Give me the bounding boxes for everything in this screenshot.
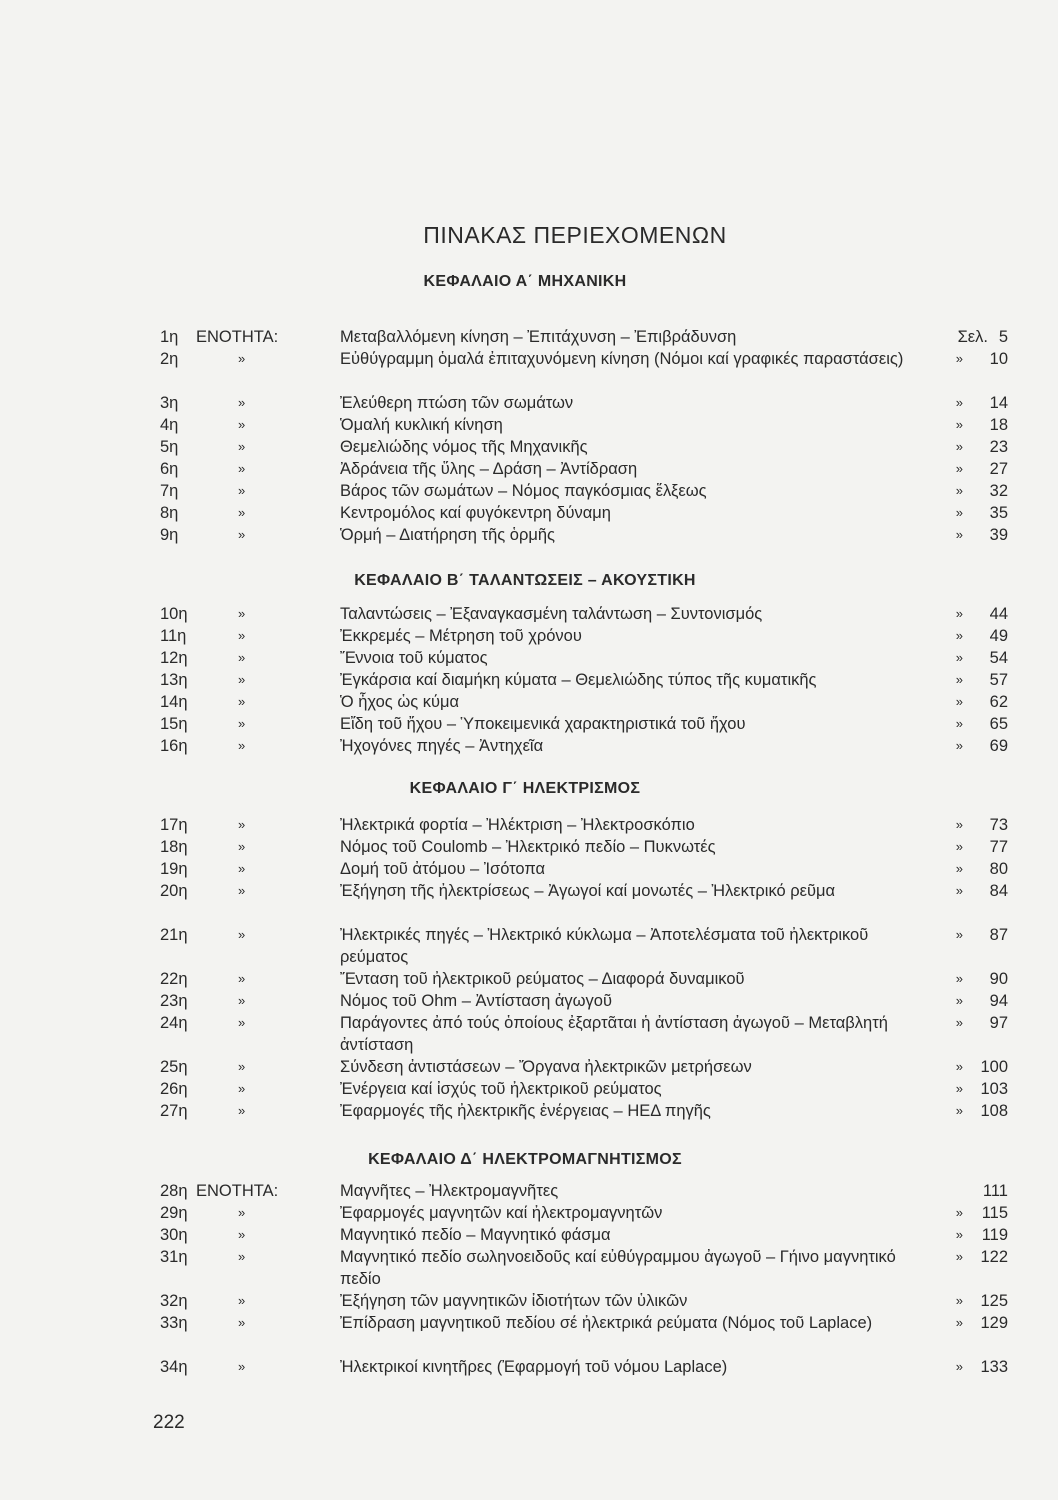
page-ditto-mark: »	[955, 1227, 963, 1242]
chapter-entries	[0, 326, 1058, 546]
page-ditto-mark: »	[955, 883, 963, 898]
page-ditto-mark: »	[955, 461, 963, 476]
entry-title: Παράγοντες ἀπό τούς ὁποίους ἐξαρτᾶται ἡ ἀντίσταση ἀγωγοῦ – Μεταβλητή ἀντίσταση	[340, 1014, 888, 1054]
toc-entry	[0, 1246, 1058, 1290]
ditto-mark: »	[238, 1015, 246, 1030]
unit-number: 30η	[160, 1226, 188, 1244]
entry-page-number: 65	[989, 715, 1008, 733]
ditto-mark: »	[238, 672, 246, 687]
page-ditto-mark: »	[955, 716, 963, 731]
toc-entry	[0, 691, 1058, 713]
page-ditto-mark: »	[955, 1059, 963, 1074]
ditto-mark: »	[238, 1227, 246, 1242]
ditto-mark: »	[238, 483, 246, 498]
unit-number: 20η	[160, 882, 188, 900]
page-ditto-mark: »	[955, 694, 963, 709]
entry-page-number: 129	[980, 1314, 1008, 1332]
page-ditto-mark: »	[955, 1315, 963, 1330]
toc-entry	[0, 348, 1058, 392]
unit-number: 6η	[160, 460, 179, 478]
entry-title: Ὁρμή – Διατήρηση τῆς ὁρμῆς	[340, 526, 555, 544]
entry-title: Ὁμαλή κυκλική κίνηση	[340, 416, 503, 434]
ditto-mark: »	[238, 861, 246, 876]
toc-entry	[0, 669, 1058, 691]
page-label: Σελ.	[957, 328, 988, 346]
unit-number: 11η	[160, 627, 187, 645]
unit-number: 13η	[160, 671, 188, 689]
page-ditto-mark: »	[955, 650, 963, 665]
page-ditto-mark: »	[955, 395, 963, 410]
entry-page-number: 39	[989, 526, 1008, 544]
toc-entry	[0, 458, 1058, 480]
chapter-heading: ΚΕΦΑΛΑΙΟ Δ΄ ΗΛΕΚΤΡΟΜΑΓΝΗΤΙΣΜΟΣ	[368, 1151, 682, 1168]
page-ditto-mark: »	[955, 483, 963, 498]
toc-entry	[0, 603, 1058, 625]
entry-page-number: 119	[981, 1226, 1008, 1244]
unit-number: 27η	[160, 1102, 188, 1120]
chapter-entries	[0, 1180, 1058, 1378]
toc-entry	[0, 1224, 1058, 1246]
entry-page-number: 108	[980, 1102, 1008, 1120]
entry-title: Ἠλεκτρικά φορτία – Ἠλέκτριση – Ἠλεκτροσκόπιο	[340, 816, 695, 834]
entry-page-number: 54	[989, 649, 1008, 667]
ditto-mark: »	[238, 1315, 246, 1330]
toc-entry	[0, 647, 1058, 669]
chapter-entries	[0, 814, 1058, 1122]
ditto-mark: »	[238, 417, 246, 432]
entry-page-number: 69	[989, 737, 1008, 755]
unit-label: ΕΝΟΤΗΤΑ:	[196, 1182, 279, 1200]
unit-number: 19η	[160, 860, 188, 878]
entry-title: Βάρος τῶν σωμάτων – Νόμος παγκόσμιας ἕλξεως	[340, 482, 707, 500]
toc-entry	[0, 1078, 1058, 1100]
toc-entry	[0, 1290, 1058, 1312]
unit-number: 5η	[160, 438, 179, 456]
page-ditto-mark: »	[955, 351, 963, 366]
unit-number: 9η	[160, 526, 179, 544]
page-ditto-mark: »	[955, 1249, 963, 1264]
entry-title: Ἐξήγηση τῆς ἠλεκτρίσεως – Ἀγωγοί καί μονωτές – Ἠλεκτρικό ρεῦμα	[340, 882, 836, 900]
toc-entry	[0, 625, 1058, 647]
toc-entry	[0, 436, 1058, 458]
entry-title: Ἠλεκτρικοί κινητῆρες (Ἐφαρμογή τοῦ νόμου Laplace)	[340, 1358, 728, 1376]
entry-title: Ἐγκάρσια καί διαμήκη κύματα – Θεμελιώδης τύπος τῆς κυματικῆς	[340, 671, 817, 689]
toc-entry	[0, 1356, 1058, 1378]
toc-entry	[0, 1100, 1058, 1122]
toc-entry	[0, 814, 1058, 836]
toc-entry	[0, 1180, 1058, 1202]
page-ditto-mark: »	[955, 993, 963, 1008]
unit-number: 17η	[160, 816, 188, 834]
entry-page-number: 94	[989, 992, 1008, 1010]
unit-number: 33η	[160, 1314, 188, 1332]
entry-title: Ἐπίδραση μαγνητικοῦ πεδίου σέ ἠλεκτρικά ρεύματα (Νόμος τοῦ Laplace)	[340, 1314, 873, 1332]
ditto-mark: »	[238, 1359, 246, 1374]
entry-title: Μαγνητικό πεδίο σωληνοειδοῦς καί εὐθύγραμμου ἀγωγοῦ – Γήινο μαγνητικό πεδίο	[340, 1248, 896, 1288]
ditto-mark: »	[238, 993, 246, 1008]
unit-number: 25η	[160, 1058, 188, 1076]
ditto-mark: »	[238, 971, 246, 986]
ditto-mark: »	[238, 439, 246, 454]
entry-title: Εἴδη τοῦ ἤχου – Ὑποκειμενικά χαρακτηριστικά τοῦ ἤχου	[340, 715, 746, 733]
entry-title: Ἐφαρμογές τῆς ἠλεκτρικῆς ἐνέργειας – ΗΕΔ πηγῆς	[340, 1102, 711, 1120]
unit-number: 23η	[160, 992, 188, 1010]
entry-page-number: 57	[989, 671, 1008, 689]
ditto-mark: »	[238, 628, 246, 643]
toc-entry	[0, 735, 1058, 757]
page-title: ΠΙΝΑΚΑΣ ΠΕΡΙΕΧΟΜΕΝΩΝ	[423, 222, 727, 248]
unit-number: 16η	[160, 737, 188, 755]
unit-number: 22η	[160, 970, 188, 988]
unit-number: 2η	[160, 350, 179, 368]
entry-title: Νόμος τοῦ Coulomb – Ἠλεκτρικό πεδίο – Πυκνωτές	[340, 838, 716, 856]
ditto-mark: »	[238, 461, 246, 476]
toc-entry	[0, 1312, 1058, 1356]
entry-title: Ἔννοια τοῦ κύματος	[340, 649, 488, 667]
page-ditto-mark: »	[955, 1205, 963, 1220]
unit-number: 7η	[160, 482, 179, 500]
page-ditto-mark: »	[955, 628, 963, 643]
ditto-mark: »	[238, 738, 246, 753]
entry-title: Ἐνέργεια καί ἰσχύς τοῦ ἠλεκτρικοῦ ρεύματος	[340, 1080, 662, 1098]
entry-page-number: 122	[980, 1248, 1008, 1266]
unit-number: 14η	[160, 693, 188, 711]
entry-page-number: 133	[980, 1358, 1008, 1376]
ditto-mark: »	[238, 606, 246, 621]
toc-entry	[0, 524, 1058, 546]
entry-page-number: 44	[989, 605, 1008, 623]
unit-number: 18η	[160, 838, 188, 856]
entry-page-number: 32	[989, 482, 1008, 500]
page-ditto-mark: »	[955, 417, 963, 432]
page-ditto-mark: »	[955, 1359, 963, 1374]
chapter-heading: ΚΕΦΑΛΑΙΟ Α΄ ΜΗΧΑΝΙΚΗ	[423, 273, 627, 290]
toc-entry	[0, 924, 1058, 968]
ditto-mark: »	[238, 1293, 246, 1308]
entry-page-number: 23	[989, 438, 1008, 456]
unit-number: 31η	[160, 1248, 188, 1266]
toc-entry	[0, 880, 1058, 924]
ditto-mark: »	[238, 505, 246, 520]
toc-entry	[0, 836, 1058, 858]
entry-page-number: 73	[989, 816, 1008, 834]
entry-page-number: 35	[989, 504, 1008, 522]
entry-title: Μεταβαλλόμενη κίνηση – Ἐπιτάχυνση – Ἐπιβράδυνση	[340, 328, 737, 346]
entry-page-number: 115	[981, 1204, 1008, 1222]
toc-entry	[0, 990, 1058, 1012]
entry-page-number: 18	[989, 416, 1008, 434]
chapter-entries	[0, 603, 1058, 757]
unit-label: ΕΝΟΤΗΤΑ:	[196, 328, 279, 346]
chapter-heading: ΚΕΦΑΛΑΙΟ Β΄ ΤΑΛΑΝΤΩΣΕΙΣ – ΑΚΟΥΣΤΙΚΗ	[354, 572, 696, 589]
unit-number: 29η	[160, 1204, 188, 1222]
ditto-mark: »	[238, 650, 246, 665]
entry-page-number: 14	[989, 394, 1008, 412]
unit-number: 24η	[160, 1014, 188, 1032]
entry-title: Ἐξήγηση τῶν μαγνητικῶν ἰδιοτήτων τῶν ὑλικῶν	[340, 1292, 688, 1310]
entry-title: Εὐθύγραμμη ὁμαλά ἐπιταχυνόμενη κίνηση (Νόμοι καί γραφικές παραστάσεις)	[340, 350, 904, 368]
entry-page-number: 27	[989, 460, 1008, 478]
entry-page-number: 49	[989, 627, 1008, 645]
entry-title: Κεντρομόλος καί φυγόκεντρη δύναμη	[340, 504, 611, 522]
toc-entry	[0, 1202, 1058, 1224]
ditto-mark: »	[238, 927, 246, 942]
unit-number: 3η	[160, 394, 179, 412]
entry-page-number: 10	[989, 350, 1008, 368]
page-ditto-mark: »	[955, 971, 963, 986]
page-number: 222	[153, 1412, 185, 1433]
entry-title: Ἔνταση τοῦ ἠλεκτρικοῦ ρεύματος – Διαφορά δυναμικοῦ	[340, 970, 745, 988]
page-ditto-mark: »	[955, 1103, 963, 1118]
entry-page-number: 125	[980, 1292, 1008, 1310]
ditto-mark: »	[238, 1059, 246, 1074]
ditto-mark: »	[238, 1205, 246, 1220]
toc-entry	[0, 713, 1058, 735]
ditto-mark: »	[238, 694, 246, 709]
page-ditto-mark: »	[955, 927, 963, 942]
entry-title: Μαγνῆτες – Ἠλεκτρομαγνῆτες	[340, 1182, 559, 1200]
page-ditto-mark: »	[955, 527, 963, 542]
page-ditto-mark: »	[955, 672, 963, 687]
ditto-mark: »	[238, 527, 246, 542]
toc-entry	[0, 1056, 1058, 1078]
ditto-mark: »	[238, 1081, 246, 1096]
entry-page-number: 84	[989, 882, 1008, 900]
entry-page-number: 103	[980, 1080, 1008, 1098]
toc-entry	[0, 414, 1058, 436]
ditto-mark: »	[238, 395, 246, 410]
unit-number: 4η	[160, 416, 179, 434]
entry-title: Ἠλεκτρικές πηγές – Ἠλεκτρικό κύκλωμα – Ἀποτελέσματα τοῦ ἠλεκτρικοῦ ρεύματος	[340, 926, 869, 966]
entry-title: Ἐλεύθερη πτώση τῶν σωμάτων	[340, 394, 574, 412]
entry-page-number: 87	[989, 926, 1008, 944]
entry-page-number: 111	[982, 1182, 1008, 1200]
entry-page-number: 62	[989, 693, 1008, 711]
unit-number: 1η	[160, 328, 179, 346]
unit-number: 32η	[160, 1292, 188, 1310]
entry-title: Μαγνητικό πεδίο – Μαγνητικό φάσμα	[340, 1226, 611, 1244]
entry-page-number: 5	[998, 328, 1008, 346]
page-ditto-mark: »	[955, 1293, 963, 1308]
ditto-mark: »	[238, 716, 246, 731]
page-ditto-mark: »	[955, 861, 963, 876]
ditto-mark: »	[238, 839, 246, 854]
entry-title: Ἐφαρμογές μαγνητῶν καί ἠλεκτρομαγνητῶν	[340, 1204, 663, 1222]
page-ditto-mark: »	[955, 439, 963, 454]
entry-title: Ἠχογόνες πηγές – Ἀντηχεῖα	[340, 737, 544, 755]
page-ditto-mark: »	[955, 505, 963, 520]
entry-page-number: 100	[980, 1058, 1008, 1076]
unit-number: 15η	[160, 715, 188, 733]
entry-title: Ἀδράνεια τῆς ὕλης – Δράση – Ἀντίδραση	[340, 460, 638, 478]
toc-entry	[0, 480, 1058, 502]
page-ditto-mark: »	[955, 839, 963, 854]
page-ditto-mark: »	[955, 606, 963, 621]
entry-page-number: 80	[989, 860, 1008, 878]
entry-title: Ταλαντώσεις – Ἐξαναγκασμένη ταλάντωση – Συντονισμός	[340, 605, 763, 623]
ditto-mark: »	[238, 883, 246, 898]
entry-title: Ἐκκρεμές – Μέτρηση τοῦ χρόνου	[340, 627, 582, 645]
page-ditto-mark: »	[955, 1081, 963, 1096]
entry-title: Ὁ ἦχος ὡς κύμα	[340, 693, 460, 711]
page-ditto-mark: »	[955, 1015, 963, 1030]
entry-page-number: 90	[989, 970, 1008, 988]
unit-number: 26η	[160, 1080, 188, 1098]
entry-page-number: 97	[989, 1014, 1008, 1032]
unit-number: 8η	[160, 504, 179, 522]
entry-title: Νόμος τοῦ Ohm – Ἀντίσταση ἀγωγοῦ	[340, 992, 612, 1010]
toc-entry	[0, 968, 1058, 990]
entry-title: Δομή τοῦ ἀτόμου – Ἰσότοπα	[340, 860, 546, 878]
toc-entry	[0, 1012, 1058, 1056]
unit-number: 28η	[160, 1182, 188, 1200]
ditto-mark: »	[238, 1249, 246, 1264]
toc-entry	[0, 392, 1058, 414]
page-ditto-mark: »	[955, 817, 963, 832]
toc-entry	[0, 326, 1058, 348]
toc-entry	[0, 502, 1058, 524]
page-ditto-mark: »	[955, 738, 963, 753]
ditto-mark: »	[238, 817, 246, 832]
toc-entry	[0, 858, 1058, 880]
unit-number: 21η	[160, 926, 188, 944]
unit-number: 12η	[160, 649, 188, 667]
unit-number: 10η	[160, 605, 188, 623]
unit-number: 34η	[160, 1358, 188, 1376]
entry-page-number: 77	[989, 838, 1008, 856]
ditto-mark: »	[238, 351, 246, 366]
ditto-mark: »	[238, 1103, 246, 1118]
chapter-heading: ΚΕΦΑΛΑΙΟ Γ΄ ΗΛΕΚΤΡΙΣΜΟΣ	[409, 780, 641, 797]
entry-title: Θεμελιώδης νόμος τῆς Μηχανικῆς	[340, 438, 588, 456]
entry-title: Σύνδεση ἀντιστάσεων – Ὄργανα ἠλεκτρικῶν μετρήσεων	[340, 1058, 752, 1076]
